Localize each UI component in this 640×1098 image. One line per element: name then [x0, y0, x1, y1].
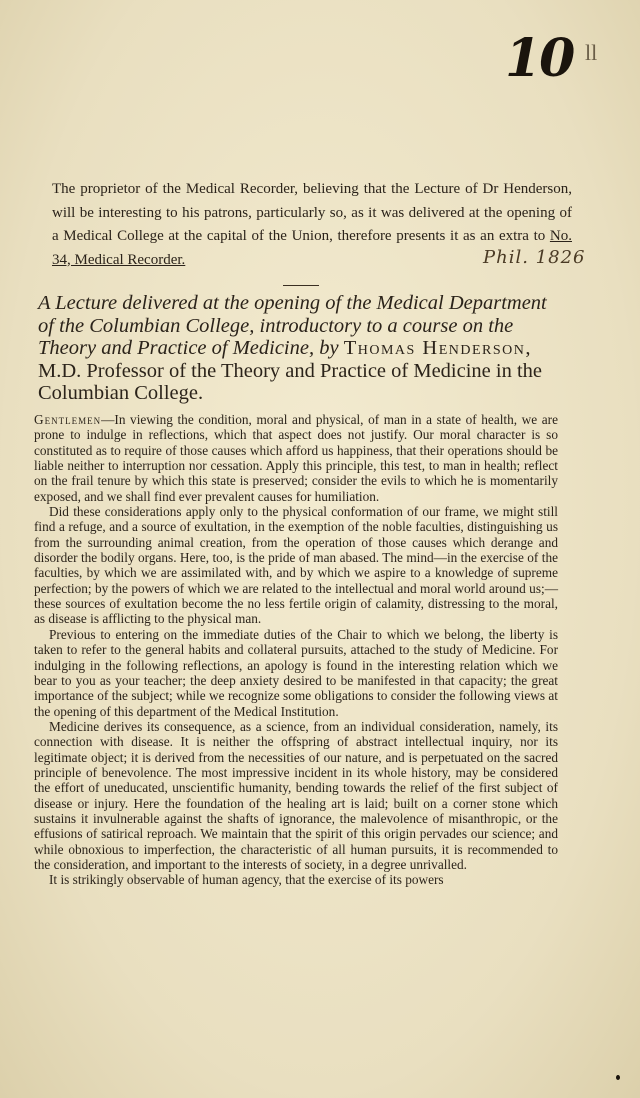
paragraph-2: Did these considerations apply only to the physical conformation of our frame, we might still find a refuge, and a source of exultation, in the exemption of the noble faculties, distinguishing us from the surrounding animal creation, from the operation of those causes which derange and disorder the bodily organs. Here, too, is the pride of man abased. The mind—in the exercise of the faculties, by which we are assimilated with, and by which we aspire to a knowledge of supreme perfection; by the powers of which we are related to the intellectual and moral world around us;—these sources of exultation become the no less fertile origin of calamity, distressing to the moral, as disease is afflicting to the physical man.	[34, 504, 558, 627]
paragraph-5: It is strikingly observable of human agency, that the exercise of its powers	[49, 872, 444, 888]
shelfmark-suffix: ll	[585, 40, 598, 65]
title-roman: M.D. Professor of the Theory and Practice of Medicine in the Columbian College.	[38, 359, 543, 404]
separator-rule	[283, 285, 319, 286]
ink-spot	[616, 1075, 620, 1080]
paragraph-4: Medicine derives its consequence, as a science, from an individual consideration, namely, its connection with disease. It is neither the offspring of abstract intellectual inquiry, nor its legitimate object; it is derived from the necessities of our nature, and is perpetuated on the sacred principle of benevolence. The most impressive incident in its whole history, may be considered the effort of uneducated, unscientific humanity, bending towards the relief of the first subject of disease or injury. Here the foundation of the healing art is laid; built on a corner stone which sustains it invulnerable against the shafts of ignorance, the malevolence of misanthropic, or the effusions of satirical reproach. We maintain that the spirit of this origin pervades our science; and while obnoxious to imperfection, the characteristic of all human pursuits, it is recommended to the consideration, and important to the interests of society, in a degree unrivalled.	[34, 718, 558, 872]
lecture-title	[38, 292, 558, 405]
title-author: Thomas Henderson,	[343, 337, 533, 359]
salutation: Gentlemen	[34, 412, 102, 427]
lecture-body	[34, 412, 558, 888]
handwritten-shelfmark: 10	[505, 28, 574, 89]
title-italic: A Lecture delivered at the opening of the Medical Department of the Columbian College, introductory to a course on the Theory and Practice of Medicine, by	[38, 292, 547, 359]
notice-body: The proprietor of the Medical Recorder, believing that the Lecture of Dr Henderson, will be interesting to his patrons, particularly so, as it was delivered at the opening of a Medical College at the capital of the Union, therefore presents it as an extra to	[52, 181, 572, 244]
paragraph-1	[34, 412, 558, 504]
notice-underlined-ref: No. 34, Medical Recorder.	[52, 228, 572, 268]
handwritten-note: Phil. 1826	[483, 247, 586, 268]
paragraph-1-text: —In viewing the condition, moral and physical, of man in a state of health, we are prone to indulge in reflections, which that aspect does not justify. Our moral character is so constituted as to require of those causes which afford us happiness, that their operations should be liable neither to interruption nor cessation. Apply this principle, this test, to man in health; reflect on the frail tenure by which this state is preserved; consider the evils to which he is momentarily exposed, and we shall find ever prevalent causes for humiliation.	[34, 412, 558, 504]
paragraph-3: Previous to entering on the immediate duties of the Chair to which we belong, the liberty is taken to refer to the general habits and collateral pursuits, attached to the study of Medicine. For indulging in the following reflections, an apology is found in the interesting relation which we bear to you as your teacher; the deep anxiety desired to be manifested in that capacity; the great importance of the subject; while we recognize some obligations to consider the following views at the opening of this department of the Medical Institution.	[34, 626, 558, 719]
